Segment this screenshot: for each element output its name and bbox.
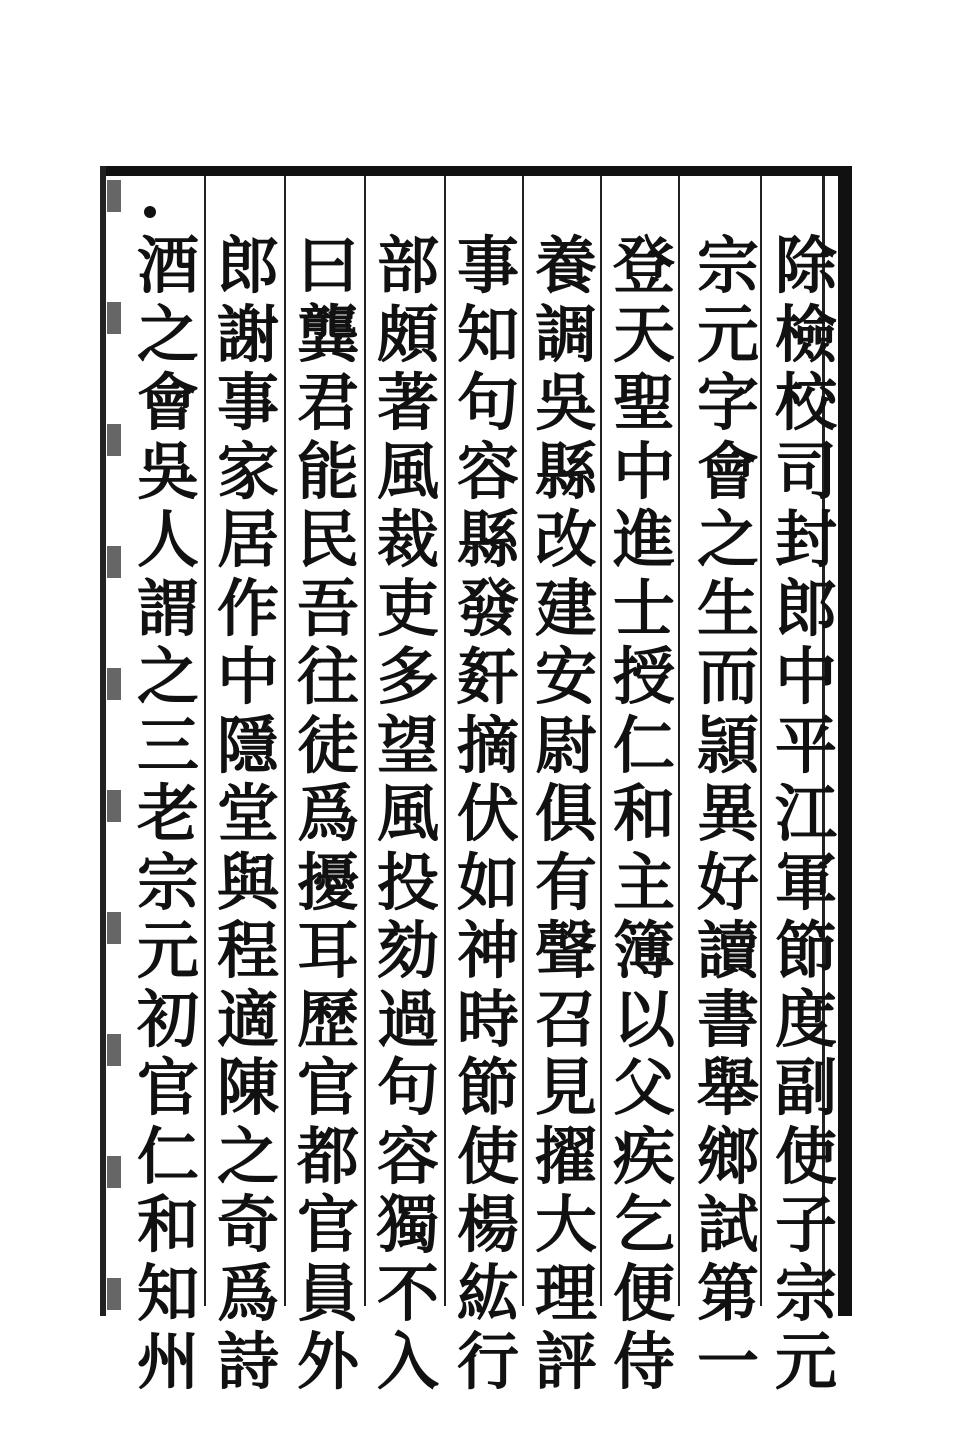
character-glyph: 疾 — [612, 1119, 675, 1193]
character-glyph: 宗 — [774, 1256, 837, 1330]
character-glyph: 士 — [612, 571, 675, 645]
character-glyph: 往 — [296, 640, 359, 713]
character-glyph: 見 — [534, 1051, 597, 1124]
character-glyph: 程 — [216, 914, 279, 987]
character-glyph: 調 — [534, 297, 597, 371]
character-glyph: 而 — [696, 640, 759, 713]
character-glyph: 建 — [534, 571, 597, 645]
character-glyph: 之 — [136, 297, 199, 371]
character-glyph: 裁 — [376, 503, 439, 576]
character-glyph: 舉 — [696, 1051, 759, 1124]
character-glyph: 官 — [296, 1051, 359, 1124]
character-glyph: 異 — [696, 777, 759, 850]
character-glyph: 不 — [376, 1256, 439, 1330]
character-glyph: 會 — [136, 366, 199, 439]
character-glyph: 老 — [136, 777, 199, 850]
text-column-5 — [450, 229, 526, 1398]
character-glyph: 歷 — [296, 982, 359, 1056]
character-glyph: 時 — [456, 982, 519, 1056]
frame-top-border — [100, 166, 852, 176]
character-glyph: 郎 — [216, 229, 279, 302]
character-glyph: 適 — [216, 982, 279, 1056]
text-column-8 — [210, 229, 286, 1398]
character-glyph: 之 — [696, 503, 759, 576]
character-glyph: 隱 — [216, 708, 279, 782]
character-glyph: 召 — [534, 982, 597, 1056]
character-glyph: 作 — [216, 571, 279, 645]
punctuation-dot — [144, 206, 156, 218]
character-glyph: 使 — [456, 1119, 519, 1193]
character-glyph: 堂 — [216, 777, 279, 850]
character-glyph: 中 — [216, 640, 279, 713]
character-glyph: 以 — [612, 982, 675, 1056]
binding-margin-fragments — [104, 180, 124, 1310]
character-glyph: 授 — [612, 640, 675, 713]
character-glyph: 家 — [216, 434, 279, 508]
character-glyph: 使 — [774, 1119, 837, 1193]
character-glyph: 便 — [612, 1256, 675, 1330]
character-glyph: 奇 — [216, 1188, 279, 1261]
character-glyph: 改 — [534, 503, 597, 576]
character-glyph: 詩 — [216, 1325, 279, 1398]
character-glyph: 過 — [376, 982, 439, 1056]
character-glyph: 多 — [376, 640, 439, 713]
character-glyph: 人 — [136, 503, 199, 576]
character-glyph: 員 — [296, 1256, 359, 1330]
character-glyph: 宗 — [696, 229, 759, 302]
character-glyph: 官 — [136, 1051, 199, 1124]
character-glyph: 謝 — [216, 297, 279, 371]
character-glyph: 聖 — [612, 366, 675, 439]
character-glyph: 評 — [534, 1325, 597, 1398]
character-glyph: 一 — [696, 1325, 759, 1398]
character-glyph: 子 — [774, 1188, 837, 1261]
character-glyph: 會 — [696, 434, 759, 508]
character-glyph: 乞 — [612, 1188, 675, 1261]
text-column-9 — [130, 229, 206, 1398]
character-glyph: 主 — [612, 845, 675, 919]
character-glyph: 聲 — [534, 914, 597, 987]
character-glyph: 風 — [376, 434, 439, 508]
character-glyph: 大 — [534, 1188, 597, 1261]
character-glyph: 入 — [376, 1325, 439, 1398]
character-glyph: 知 — [136, 1256, 199, 1330]
character-glyph: 校 — [774, 366, 837, 439]
character-glyph: 謂 — [136, 571, 199, 645]
character-glyph: 君 — [296, 366, 359, 439]
character-glyph: 俱 — [534, 777, 597, 850]
character-glyph: 紘 — [456, 1256, 519, 1330]
character-glyph: 副 — [774, 1051, 837, 1124]
character-glyph: 字 — [696, 366, 759, 439]
character-glyph: 封 — [774, 503, 837, 576]
character-glyph: 吳 — [534, 366, 597, 439]
character-glyph: 試 — [696, 1188, 759, 1261]
character-glyph: 節 — [774, 914, 837, 987]
character-glyph: 事 — [216, 366, 279, 439]
character-glyph: 郎 — [774, 571, 837, 645]
character-glyph: 尉 — [534, 708, 597, 782]
character-glyph: 司 — [774, 434, 837, 508]
character-glyph: 理 — [534, 1256, 597, 1330]
character-glyph: 平 — [774, 708, 837, 782]
character-glyph: 句 — [456, 366, 519, 439]
character-glyph: 吏 — [376, 571, 439, 645]
character-glyph: 父 — [612, 1051, 675, 1124]
character-glyph: 能 — [296, 434, 359, 508]
character-glyph: 酒 — [136, 229, 199, 302]
character-glyph: 擾 — [296, 845, 359, 919]
character-glyph: 仁 — [612, 708, 675, 782]
character-glyph: 與 — [216, 845, 279, 919]
character-glyph: 神 — [456, 914, 519, 987]
character-glyph: 陳 — [216, 1051, 279, 1124]
character-glyph: 吳 — [136, 434, 199, 508]
character-glyph: 徒 — [296, 708, 359, 782]
character-glyph: 伏 — [456, 777, 519, 850]
character-glyph: 除 — [774, 229, 837, 302]
character-glyph: 摘 — [456, 708, 519, 782]
character-glyph: 縣 — [456, 503, 519, 576]
character-glyph: 仁 — [136, 1119, 199, 1193]
character-glyph: 中 — [774, 640, 837, 713]
character-glyph: 州 — [136, 1325, 199, 1398]
character-glyph: 進 — [612, 503, 675, 576]
character-glyph: 登 — [612, 229, 675, 302]
character-glyph: 三 — [136, 708, 199, 782]
character-glyph: 好 — [696, 845, 759, 919]
text-column-1 — [768, 229, 844, 1398]
character-glyph: 有 — [534, 845, 597, 919]
character-glyph: 書 — [696, 982, 759, 1056]
character-glyph: 節 — [456, 1051, 519, 1124]
text-column-4 — [528, 229, 604, 1398]
character-glyph: 如 — [456, 845, 519, 919]
character-glyph: 養 — [534, 229, 597, 302]
character-glyph: 爲 — [296, 777, 359, 850]
character-glyph: 軍 — [774, 845, 837, 919]
character-glyph: 發 — [456, 571, 519, 645]
character-glyph: 和 — [136, 1188, 199, 1261]
character-glyph: 部 — [376, 229, 439, 302]
character-glyph: 風 — [376, 777, 439, 850]
character-glyph: 天 — [612, 297, 675, 371]
character-glyph: 龔 — [296, 297, 359, 371]
character-glyph: 行 — [456, 1325, 519, 1398]
character-glyph: 官 — [296, 1188, 359, 1261]
text-column-7 — [290, 229, 366, 1398]
character-glyph: 姧 — [456, 640, 519, 713]
character-glyph: 耳 — [296, 914, 359, 987]
character-glyph: 事 — [456, 229, 519, 302]
character-glyph: 句 — [376, 1051, 439, 1124]
character-glyph: 知 — [456, 297, 519, 371]
text-column-3 — [606, 229, 682, 1398]
character-glyph: 度 — [774, 982, 837, 1056]
character-glyph: 安 — [534, 640, 597, 713]
character-glyph: 居 — [216, 503, 279, 576]
character-glyph: 頴 — [696, 708, 759, 782]
text-column-2 — [690, 229, 766, 1398]
character-glyph: 容 — [376, 1119, 439, 1193]
character-glyph: 投 — [376, 845, 439, 919]
character-glyph: 劾 — [376, 914, 439, 987]
character-glyph: 元 — [136, 914, 199, 987]
character-glyph: 著 — [376, 366, 439, 439]
character-glyph: 簿 — [612, 914, 675, 987]
character-glyph: 民 — [296, 503, 359, 576]
character-glyph: 中 — [612, 434, 675, 508]
character-glyph: 楊 — [456, 1188, 519, 1261]
text-column-6 — [370, 229, 446, 1398]
character-glyph: 之 — [216, 1119, 279, 1193]
character-glyph: 外 — [296, 1325, 359, 1398]
character-glyph: 爲 — [216, 1256, 279, 1330]
character-glyph: 生 — [696, 571, 759, 645]
character-glyph: 和 — [612, 777, 675, 850]
character-glyph: 都 — [296, 1119, 359, 1193]
character-glyph: 宗 — [136, 845, 199, 919]
character-glyph: 望 — [376, 708, 439, 782]
character-glyph: 元 — [774, 1325, 837, 1398]
character-glyph: 縣 — [534, 434, 597, 508]
character-glyph: 元 — [696, 297, 759, 371]
character-glyph: 初 — [136, 982, 199, 1056]
character-glyph: 檢 — [774, 297, 837, 371]
character-glyph: 鄉 — [696, 1119, 759, 1193]
character-glyph: 讀 — [696, 914, 759, 987]
character-glyph: 擢 — [534, 1119, 597, 1193]
character-glyph: 第 — [696, 1256, 759, 1330]
character-glyph: 獨 — [376, 1188, 439, 1261]
character-glyph: 之 — [136, 640, 199, 713]
character-glyph: 曰 — [296, 229, 359, 302]
character-glyph: 吾 — [296, 571, 359, 645]
character-glyph: 頗 — [376, 297, 439, 371]
character-glyph: 江 — [774, 777, 837, 850]
character-glyph: 侍 — [612, 1325, 675, 1398]
character-glyph: 容 — [456, 434, 519, 508]
